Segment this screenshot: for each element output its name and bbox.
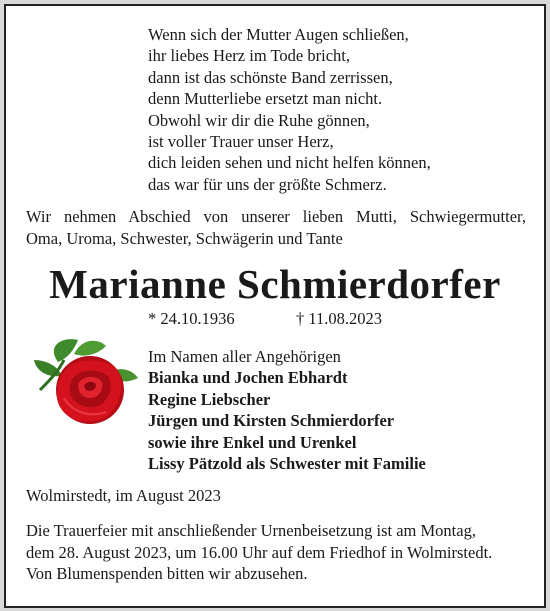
poem-line: ihr liebes Herz im Tode bricht, xyxy=(148,46,350,66)
deceased-name: Marianne Schmierdorfer xyxy=(49,261,501,307)
funeral-line: dem 28. August 2023, um 16.00 Uhr auf dem Friedhof in Wolmirstedt. xyxy=(26,542,493,562)
memorial-poem xyxy=(148,24,431,195)
funeral-line: Die Trauerfeier mit anschließender Urnenbeisetzung ist am Montag, xyxy=(26,521,476,540)
obituary-notice xyxy=(4,4,546,608)
farewell-intro xyxy=(26,206,526,249)
funeral-details xyxy=(26,520,526,585)
intro-line: Oma, Uroma, Schwester, Schwägerin und Tante xyxy=(26,228,343,248)
poem-line: Obwohl wir dir die Ruhe gönnen, xyxy=(148,110,370,130)
poem-line: das war für uns der größte Schmerz. xyxy=(148,174,387,194)
rose-leaf xyxy=(54,339,78,362)
rose-leaf xyxy=(74,341,106,356)
mourner-name: sowie ihre Enkel und Urenkel xyxy=(148,432,357,452)
place-and-date: Wolmirstedt, im August 2023 xyxy=(26,486,221,505)
mourner-name: Bianka und Jochen Ebhardt xyxy=(148,368,348,388)
birth-date: * 24.10.1936 xyxy=(148,309,235,328)
poem-line: dich leiden sehen und nicht helfen können, xyxy=(148,153,431,173)
funeral-line: Von Blumenspenden bitten wir abzusehen. xyxy=(26,564,308,584)
mourner-name: Regine Liebscher xyxy=(148,389,271,409)
mourner-name: Jürgen und Kirsten Schmierdorfer xyxy=(148,411,395,431)
mourner-name: Lissy Pätzold als Schwester mit Familie xyxy=(148,454,426,474)
poem-line: ist voller Trauer unser Herz, xyxy=(148,132,334,152)
intro-line: Wir nehmen Abschied von unserer lieben Mutti, Schwiegermutter, xyxy=(26,207,526,226)
mourners-list xyxy=(148,346,426,474)
poem-line: dann ist das schönste Band zerrissen, xyxy=(148,67,393,87)
mourners-lead: Im Namen aller Angehörigen xyxy=(148,347,341,366)
poem-line: Wenn sich der Mutter Augen schließen, xyxy=(148,25,409,44)
death-date: † 11.08.2023 xyxy=(296,309,383,328)
poem-line: denn Mutterliebe ersetzt man nicht. xyxy=(148,89,383,109)
rose-image xyxy=(28,332,140,432)
